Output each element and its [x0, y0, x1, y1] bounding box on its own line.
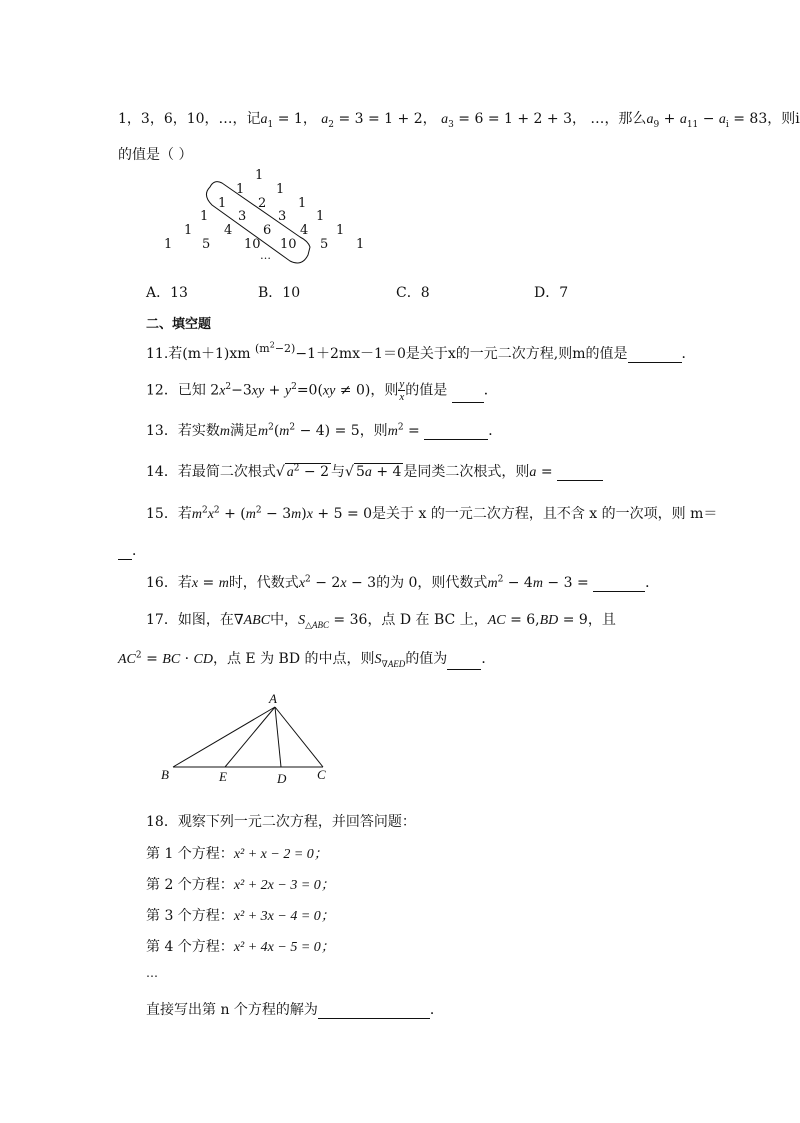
q16: 16．若x = m时，代数式$x^2 - 2x - 3$的为 0，则代数式$m^2 - 4m - 3$ = ． — [146, 574, 660, 591]
tri-r2-2: 1 — [298, 196, 307, 211]
tri-r5-1: 5 — [202, 237, 211, 252]
tri-r4-1: 4 — [224, 223, 233, 238]
tri-r4-4: 1 — [336, 223, 345, 238]
q15: 15．若$m^2x^2 + (m^2 - 3m)x + 5 = 0$是关于 x 的一元二次方程，且不含 x 的一次项，则 m＝ — [146, 505, 718, 522]
tri-r3-1: 3 — [238, 209, 247, 224]
option-c: C．8 — [396, 285, 430, 301]
tri-r0-0: 1 — [255, 168, 264, 183]
tri-r4-3: 4 — [300, 223, 309, 238]
q18-ask: 直接写出第 n 个方程的解为 ． — [146, 1002, 444, 1018]
q17-line2: $AC^2$ = BC · CD，点 E 为 BD 的中点，则$S_{\nabla AED}$的值为 ． — [118, 650, 496, 670]
tri-r5-5: 1 — [356, 237, 365, 252]
q12: 12．已知 $2x^2-3xy + y^2=0(xy \ne 0)$，则 $\frac{y}{x}$ 的值是 ． — [146, 378, 498, 403]
tri-r4-2: 6 — [263, 223, 272, 238]
tri-r3-2: 3 — [278, 209, 287, 224]
tri-r5-0: 1 — [164, 237, 173, 252]
label-a: A — [269, 691, 277, 706]
tri-r4-0: 1 — [184, 223, 193, 238]
option-b: B．10 — [258, 285, 301, 301]
pascal-triangle — [150, 165, 380, 265]
triangle-lines — [155, 695, 335, 785]
label-d: D — [277, 771, 287, 786]
label-c: C — [317, 767, 326, 782]
triangle-figure — [155, 691, 335, 786]
tri-r5-3: 10 — [280, 237, 297, 252]
tri-r3-0: 1 — [200, 209, 209, 224]
q14: 14．若最简二次根式√ $a^2 - 2$ 与√ 5a + 4 是同类二次根式，则a = — [146, 461, 603, 481]
q17-line1: 17．如图，在∇ABC中，$S_{\triangle ABC} = 36$，点 D 在 BC 上，AC = 6,BD = 9，且 — [146, 612, 616, 631]
tri-r2-0: 1 — [218, 196, 227, 211]
q18-intro: 18．观察下列一元二次方程，并回答问题： — [146, 814, 416, 830]
tri-r5-2: 10 — [244, 237, 261, 252]
q18-item-1: 第 1 个方程：x² + x − 2 = 0； — [146, 846, 328, 862]
option-d: D．7 — [534, 285, 569, 301]
tri-r3-3: 1 — [316, 209, 325, 224]
q18-ellipsis: … — [146, 966, 158, 980]
section-title: 二、填空题 — [146, 317, 212, 332]
label-b: B — [161, 767, 169, 782]
tri-r5-4: 5 — [320, 237, 329, 252]
q10-line1: 1，3，6，10，…，记$a_1 = 1$， $a_2 = 3 = 1 + 2$， $a_3 = 6 = 1 + 2 + 3$， …，那么$a_9 + a_{11} - a_i = 83$，则i — [118, 111, 800, 130]
tri-r1-1: 1 — [276, 182, 285, 197]
tri-dots: … — [260, 249, 271, 262]
q18-item-2: 第 2 个方程：x² + 2x − 3 = 0； — [146, 877, 335, 893]
q18-item-4: 第 4 个方程：x² + 4x − 5 = 0； — [146, 939, 335, 955]
q18-item-3: 第 3 个方程：x² + 3x − 4 = 0； — [146, 908, 335, 924]
q13: 13．若实数m满足$m^2(m^2 - 4) = 5$，则$m^2$ = ． — [146, 422, 503, 439]
tri-r2-1: 2 — [258, 196, 267, 211]
label-e: E — [219, 769, 227, 784]
tri-r1-0: 1 — [236, 182, 245, 197]
q10-line2: 的值是（ ） — [118, 147, 193, 163]
q11: 11.若(m＋1)xm $^{(m^2-2)}$−1＋2mx－1＝0是关于x的一元二次方程,则m的值是 ． — [146, 340, 696, 362]
q15-blank: ． — [118, 540, 146, 560]
option-a: A．13 — [146, 285, 188, 301]
